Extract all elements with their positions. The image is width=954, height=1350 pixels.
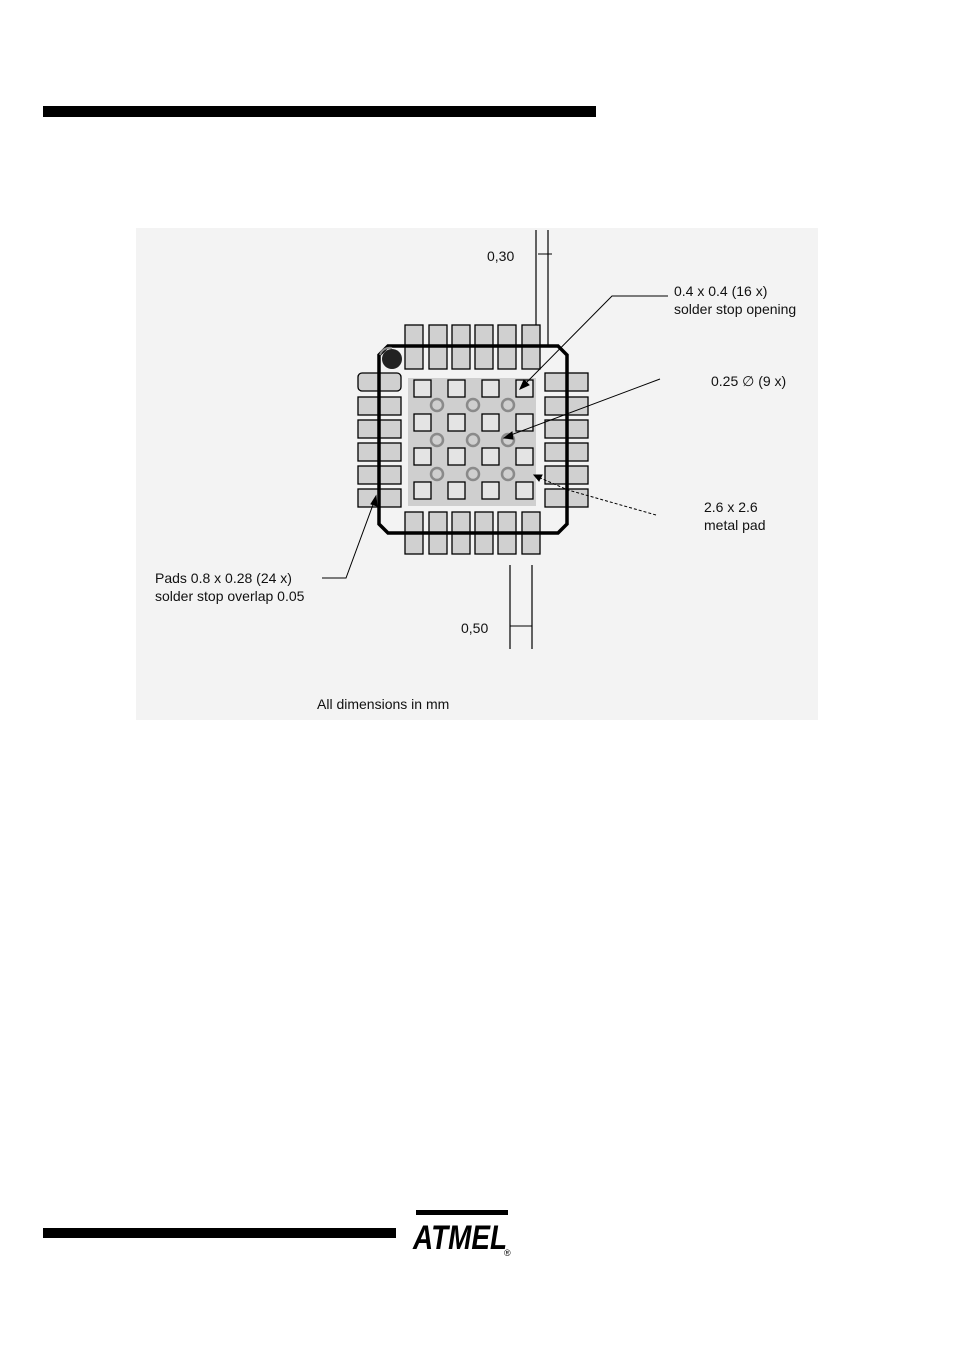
callout-pads-line2: solder stop overlap 0.05 <box>155 588 305 604</box>
atmel-logo <box>410 1208 512 1263</box>
dimensions-footnote: All dimensions in mm <box>317 696 450 712</box>
callout-solder-stop-line2: solder stop opening <box>674 301 797 317</box>
leader-pads <box>322 502 374 578</box>
header-rule <box>43 106 596 117</box>
leader-solder-stop <box>524 296 668 385</box>
callout-vias: 0.25 ∅ (9 x) <box>711 373 787 389</box>
callout-solder-stop-line1: 0.4 x 0.4 (16 x) <box>674 283 768 299</box>
callout-pads-line1: Pads 0.8 x 0.28 (24 x) <box>155 570 292 586</box>
pin1-marker <box>382 349 402 369</box>
dim-label-top: 0,30 <box>487 248 515 264</box>
logo-registered-mark: ® <box>504 1248 511 1258</box>
logo-wordmark: ATMEL <box>412 1219 507 1257</box>
callout-metal-pad-line2: metal pad <box>704 517 766 533</box>
dim-label-bottom: 0,50 <box>461 620 489 636</box>
footer-rule <box>43 1228 396 1238</box>
footprint-figure <box>136 228 818 720</box>
callout-metal-pad-line1: 2.6 x 2.6 <box>704 499 758 515</box>
